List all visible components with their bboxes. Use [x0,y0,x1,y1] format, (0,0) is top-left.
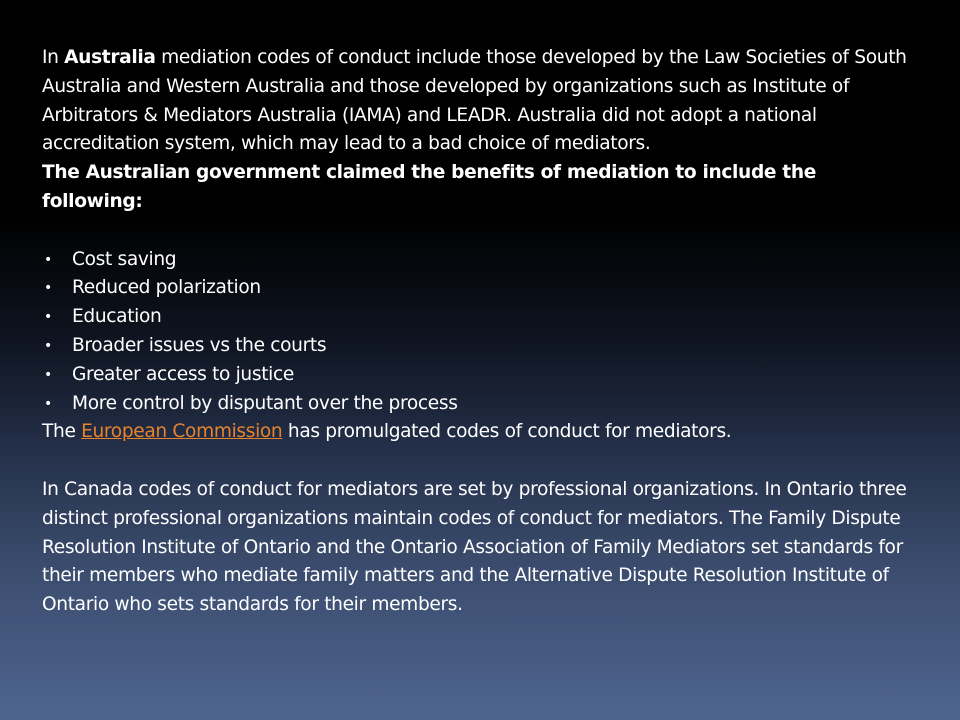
benefit-label: Broader issues vs the courts [72,334,327,356]
paragraph-australia-prefix: In [42,47,65,68]
bullet-icon: • [44,280,52,297]
benefit-label: Reduced polarization [72,277,261,299]
bullet-icon: • [44,309,52,326]
benefit-label: Greater access to justice [72,363,294,385]
paragraph-australia [42,44,922,159]
paragraph-european-commission [42,418,922,447]
australia-bold-word: Australia [64,47,156,68]
bullet-icon: • [44,251,52,268]
european-commission-link[interactable]: European Commission [81,421,283,443]
list-item [42,332,922,361]
benefit-label: Cost saving [72,248,177,270]
paragraph-eu-suffix: has promulgated codes of conduct for mediators. [282,421,732,443]
bullet-icon: • [44,366,52,383]
slide-body [42,44,922,620]
benefits-list [42,246,922,419]
benefit-label: More control by disputant over the process [72,392,458,414]
bullet-icon: • [44,337,52,354]
list-item [42,303,922,332]
spacer [42,217,922,246]
spacer [42,447,922,476]
paragraph-canada: In Canada codes of conduct for mediators are set by professional organizations. In Ontario three distinct professional organizations maintain codes of conduct for mediators. The Family Dispute Resolution Institute of Ontario and the Ontario Association of Family Mediators set standards for their members who mediate family matters and the Alternative Dispute Resolution Institute of Ontario who sets standards for their members. [42,478,907,616]
paragraph-eu-prefix: The [42,421,82,443]
list-item [42,274,922,303]
bullet-icon: • [44,395,52,412]
list-item [42,246,922,275]
paragraph-australia-text: mediation codes of conduct include those developed by the Law Societies of South Australia and Western Australia and those developed by organizations such as Institute of Arbitrators & Mediators Australia (IAMA) and LEADR. Australia did not adopt a national accreditation system, which may lead to a bad choice of mediators. [42,47,907,155]
list-item [42,361,922,390]
benefit-label: Education [72,306,162,328]
government-claim-heading: The Australian government claimed the benefits of mediation to include the following: [42,162,816,212]
list-item [42,390,922,419]
